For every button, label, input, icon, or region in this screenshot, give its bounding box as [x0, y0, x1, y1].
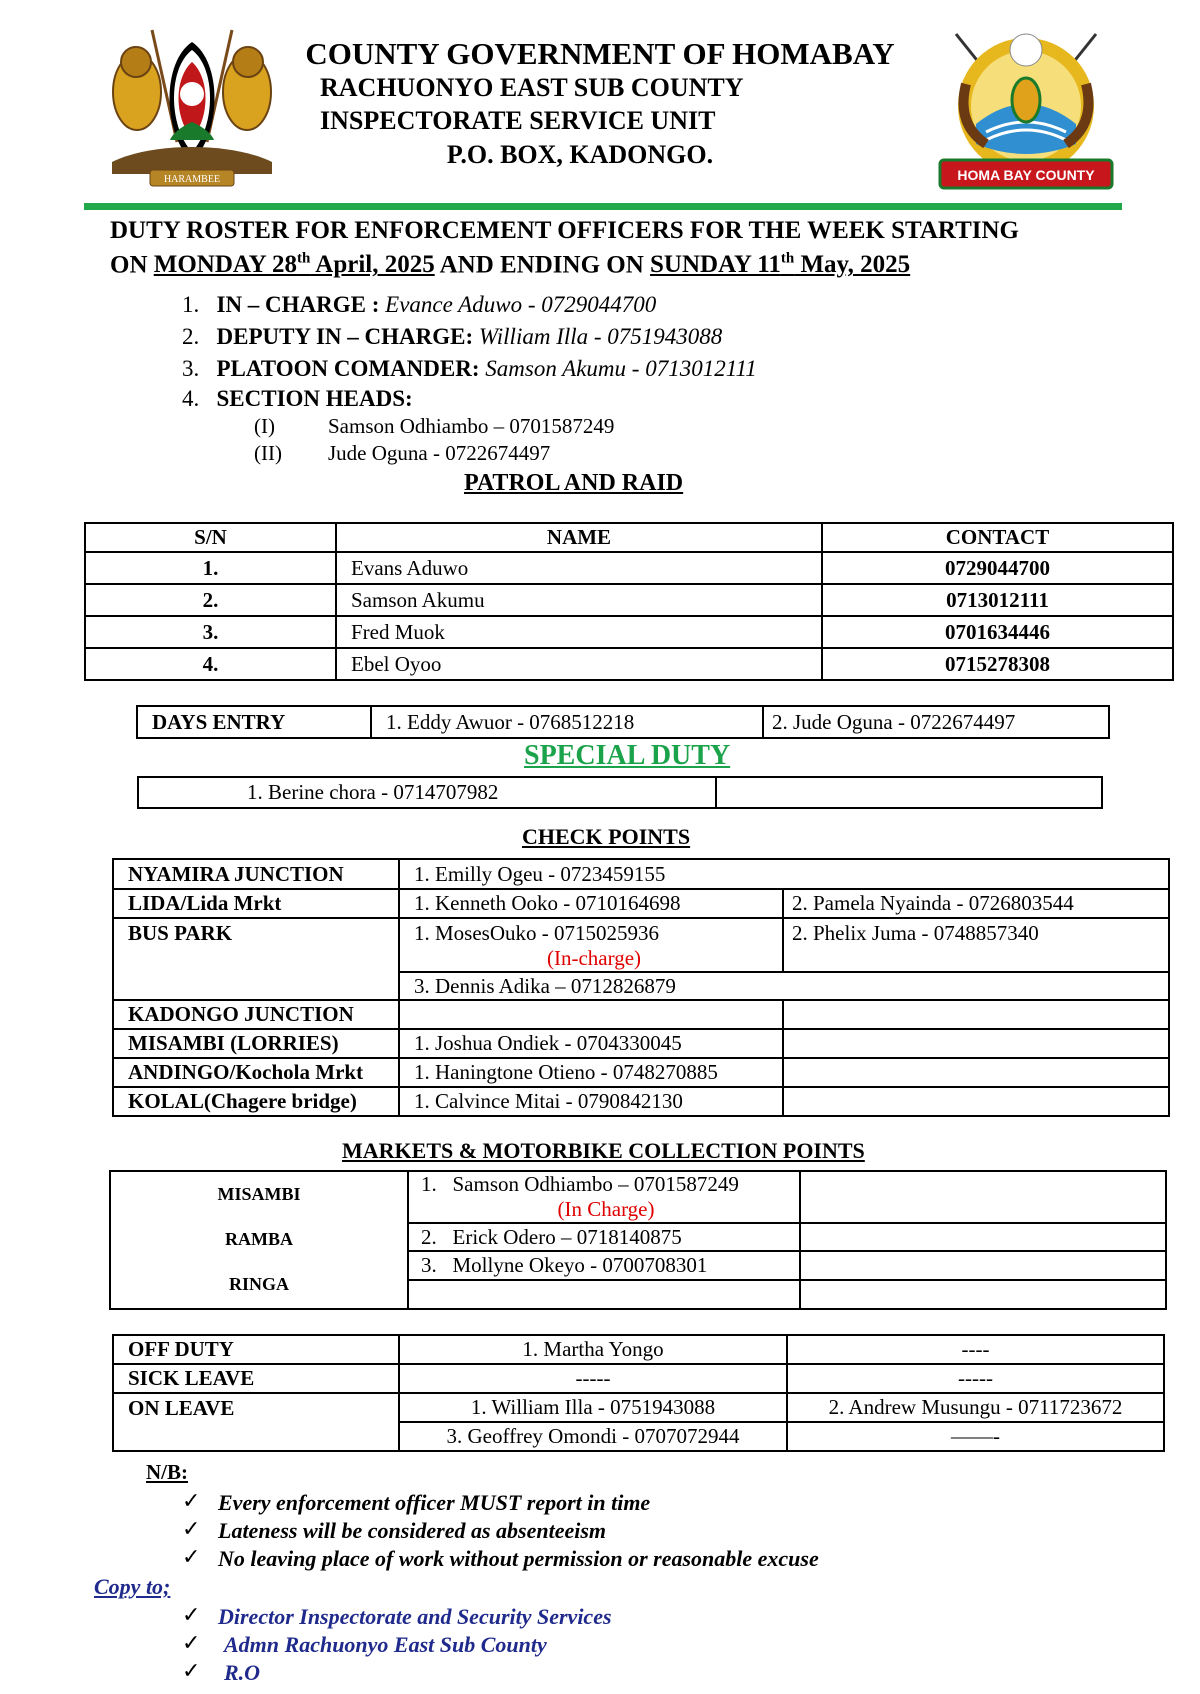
sn-cell: 1. [85, 552, 336, 584]
market-officer-num: 2. [421, 1224, 437, 1249]
contact-cell: 0729044700 [822, 552, 1173, 584]
leadership-item [182, 324, 722, 350]
column-header-contact: CONTACT [822, 523, 1173, 552]
table-row [113, 1393, 1164, 1422]
header-divider-rule [84, 203, 1122, 210]
status-officer: ----- [787, 1364, 1164, 1393]
section-head-value: Jude Oguna - 0722674497 [328, 441, 551, 465]
special-duty-table [137, 776, 1103, 809]
contact-cell: 0701634446 [822, 616, 1173, 648]
check-icon: ✓ [182, 1516, 201, 1541]
market-officer-num: 3. [421, 1253, 437, 1277]
sn-cell: 4. [85, 648, 336, 680]
market-places [110, 1171, 408, 1309]
leadership-num: 3. [182, 356, 200, 381]
checkpoint-andingo: ANDINGO/Kochola Mrkt [113, 1058, 399, 1087]
homa-bay-county-banner-text: HOMA BAY COUNTY [957, 167, 1095, 183]
copy-to-heading: Copy to; [94, 1574, 171, 1599]
section-head-item [254, 441, 550, 466]
title-on: ON [110, 251, 148, 279]
check-icon: ✓ [182, 1630, 201, 1655]
leadership-label: IN – CHARGE : [216, 292, 380, 317]
section-head-item [254, 414, 614, 439]
checkpoints-table [112, 858, 1170, 1117]
end-date-suffix: th [780, 251, 795, 267]
table-row [113, 889, 1169, 918]
start-date [154, 251, 435, 278]
leadership-label: PLATOON COMANDER: [216, 356, 480, 381]
contact-cell: 0713012111 [822, 584, 1173, 616]
in-charge-note: (In-charge) [546, 946, 642, 970]
checkpoint-lida: LIDA/Lida Mrkt [113, 889, 399, 918]
roster-title-line1: DUTY ROSTER FOR ENFORCEMENT OFFICERS FOR THE WEEK STARTING [110, 217, 1019, 244]
table-row [113, 1364, 1164, 1393]
status-officer: ---- [787, 1335, 1164, 1364]
checkpoint-officer: 1. Calvince Mitai - 0790842130 [399, 1087, 783, 1116]
patrol-table [84, 522, 1174, 681]
checkpoints-heading: CHECK POINTS [522, 824, 691, 849]
checkpoint-buspark: BUS PARK [113, 918, 399, 1000]
checkpoint-officer: 1. Kenneth Ooko - 0710164698 [399, 889, 783, 918]
table-row [113, 1000, 1169, 1029]
market-place: MISAMBI [217, 1184, 301, 1204]
note-item: Lateness will be considered as absenteeism [218, 1518, 607, 1543]
column-header-sn: S/N [85, 523, 336, 552]
copy-to-item: Director Inspectorate and Security Services [218, 1604, 612, 1629]
start-date-rest: April, 2025 [310, 251, 435, 279]
special-duty-heading: SPECIAL DUTY [524, 740, 731, 771]
check-icon: ✓ [182, 1488, 201, 1513]
checkpoint-officer: 2. Pamela Nyainda - 0726803544 [783, 889, 1169, 918]
days-entry-table [136, 705, 1110, 739]
leadership-label: SECTION HEADS: [216, 386, 413, 411]
leadership-value: Evance Aduwo - 0729044700 [385, 292, 657, 317]
market-officer-name: Mollyne Okeyo - 0700708301 [452, 1253, 708, 1277]
table-row [113, 1058, 1169, 1087]
market-officer [408, 1251, 800, 1280]
table-row [113, 918, 1169, 972]
checkpoint-officer [399, 918, 783, 972]
market-empty-cell [800, 1251, 1166, 1280]
table-header-row [85, 523, 1173, 552]
checkpoint-misambi: MISAMBI (LORRIES) [113, 1029, 399, 1058]
start-date-suffix: th [297, 251, 311, 267]
table-row [85, 648, 1173, 680]
end-date-rest: May, 2025 [794, 251, 911, 279]
status-officer: 2. Andrew Musungu - 0711723672 [787, 1393, 1164, 1422]
table-row [110, 1171, 1166, 1223]
section-head-num: (I) [254, 414, 275, 438]
sub-county-heading: RACHUONYO EAST SUB COUNTY [320, 73, 744, 102]
unit-heading: INSPECTORATE SERVICE UNIT [320, 106, 716, 135]
table-row [85, 616, 1173, 648]
start-date-text: MONDAY 28 [153, 251, 298, 279]
check-icon: ✓ [182, 1658, 201, 1683]
notes-heading: N/B: [146, 1460, 188, 1484]
sn-cell: 3. [85, 616, 336, 648]
checkpoint-officer: 1. Emilly Ogeu - 0723459155 [399, 859, 1169, 889]
county-name-heading: COUNTY GOVERNMENT OF HOMABAY [305, 36, 895, 71]
check-icon: ✓ [182, 1602, 201, 1627]
checkpoint-officer: 3. Dennis Adika – 0712826879 [399, 972, 1169, 1000]
status-officer: 3. Geoffrey Omondi - 0707072944 [399, 1422, 787, 1451]
market-empty-cell [408, 1280, 800, 1309]
leadership-value: Samson Akumu - 0713012111 [485, 356, 757, 381]
status-officer: ----- [399, 1364, 787, 1393]
checkpoint-kadongo: KADONGO JUNCTION [113, 1000, 399, 1029]
harambee-motto-text: HARAMBEE [163, 174, 221, 185]
table-row [113, 1335, 1164, 1364]
special-duty-second [716, 777, 1102, 808]
special-duty-first: 1. Berine chora - 0714707982 [138, 777, 716, 808]
status-officer: 1. William Illa - 0751943088 [399, 1393, 787, 1422]
in-charge-note: (In Charge) [557, 1197, 655, 1221]
markets-heading: MARKETS & MOTORBIKE COLLECTION POINTS [342, 1138, 865, 1163]
table-row [113, 1087, 1169, 1116]
market-empty-cell [800, 1280, 1166, 1309]
end-date-text: SUNDAY 11 [650, 251, 781, 279]
checkpoint-officer: 2. Phelix Juma - 0748857340 [783, 918, 1169, 972]
leadership-item [182, 386, 413, 412]
leadership-num: 2. [182, 324, 200, 349]
market-place: RINGA [228, 1274, 289, 1294]
market-officer-name: Erick Odero – 0718140875 [452, 1224, 682, 1249]
leadership-label: DEPUTY IN – CHARGE: [216, 324, 474, 349]
status-officer: 1. Martha Yongo [399, 1335, 787, 1364]
end-date [650, 251, 910, 278]
patrol-heading: PATROL AND RAID [464, 470, 684, 496]
name-cell: Ebel Oyoo [336, 648, 822, 680]
leadership-value: William Illa - 0751943088 [478, 324, 723, 349]
title-mid: AND ENDING ON [439, 251, 644, 279]
leadership-num: 1. [182, 292, 200, 317]
status-officer: ——- [787, 1422, 1164, 1451]
address-heading: P.O. BOX, KADONGO. [446, 140, 714, 169]
checkpoint-nyamira: NYAMIRA JUNCTION [113, 859, 399, 889]
kenya-coat-of-arms-logo [102, 22, 282, 192]
status-table [112, 1334, 1165, 1452]
homa-bay-county-logo [936, 14, 1116, 192]
table-row [113, 859, 1169, 889]
sick-leave-label: SICK LEAVE [113, 1364, 399, 1393]
section-head-num: (II) [254, 441, 282, 465]
copy-to-item: Admn Rachuonyo East Sub County [224, 1632, 547, 1657]
leadership-item [182, 292, 656, 318]
market-officer [408, 1171, 800, 1223]
name-cell: Fred Muok [336, 616, 822, 648]
market-empty-cell [800, 1223, 1166, 1251]
table-row [85, 584, 1173, 616]
table-row [113, 1029, 1169, 1058]
checkpoint-officer-name: 1. MosesOuko - 0715025936 [414, 921, 659, 945]
table-row [85, 552, 1173, 584]
checkpoint-officer: 1. Joshua Ondiek - 0704330045 [399, 1029, 783, 1058]
section-head-value: Samson Odhiambo – 0701587249 [328, 414, 615, 438]
leadership-num: 4. [182, 386, 200, 411]
off-duty-label: OFF DUTY [113, 1335, 399, 1364]
markets-table [109, 1170, 1167, 1310]
table-row [138, 777, 1102, 808]
checkpoint-officer [783, 1000, 1169, 1029]
sn-cell: 2. [85, 584, 336, 616]
note-item: No leaving place of work without permission or reasonable excuse [218, 1546, 819, 1571]
days-entry-second: 2. Jude Oguna - 0722674497 [763, 706, 1109, 738]
market-empty-cell [800, 1171, 1166, 1223]
name-cell: Evans Aduwo [336, 552, 822, 584]
checkpoint-officer [783, 1058, 1169, 1087]
note-item: Every enforcement officer MUST report in time [218, 1490, 651, 1515]
market-officer-name: Samson Odhiambo – 0701587249 [452, 1172, 739, 1196]
market-officer-num: 1. [421, 1172, 437, 1196]
roster-title-line2 [110, 251, 910, 279]
column-header-name: NAME [336, 523, 822, 552]
checkpoint-officer: 1. Haningtone Otieno - 0748270885 [399, 1058, 783, 1087]
market-officer [408, 1223, 800, 1251]
name-cell: Samson Akumu [336, 584, 822, 616]
checkpoint-officer [783, 1087, 1169, 1116]
days-entry-first: 1. Eddy Awuor - 0768512218 [371, 706, 763, 738]
on-leave-label: ON LEAVE [113, 1393, 399, 1451]
market-place: RAMBA [225, 1229, 293, 1249]
copy-to-item: R.O [224, 1660, 261, 1685]
table-row [137, 706, 1109, 738]
checkpoint-kolal: KOLAL(Chagere bridge) [113, 1087, 399, 1116]
checkpoint-officer [399, 1000, 783, 1029]
checkpoint-officer [783, 1029, 1169, 1058]
contact-cell: 0715278308 [822, 648, 1173, 680]
days-entry-label: DAYS ENTRY [137, 706, 371, 738]
check-icon: ✓ [182, 1544, 201, 1569]
leadership-item [182, 356, 757, 382]
